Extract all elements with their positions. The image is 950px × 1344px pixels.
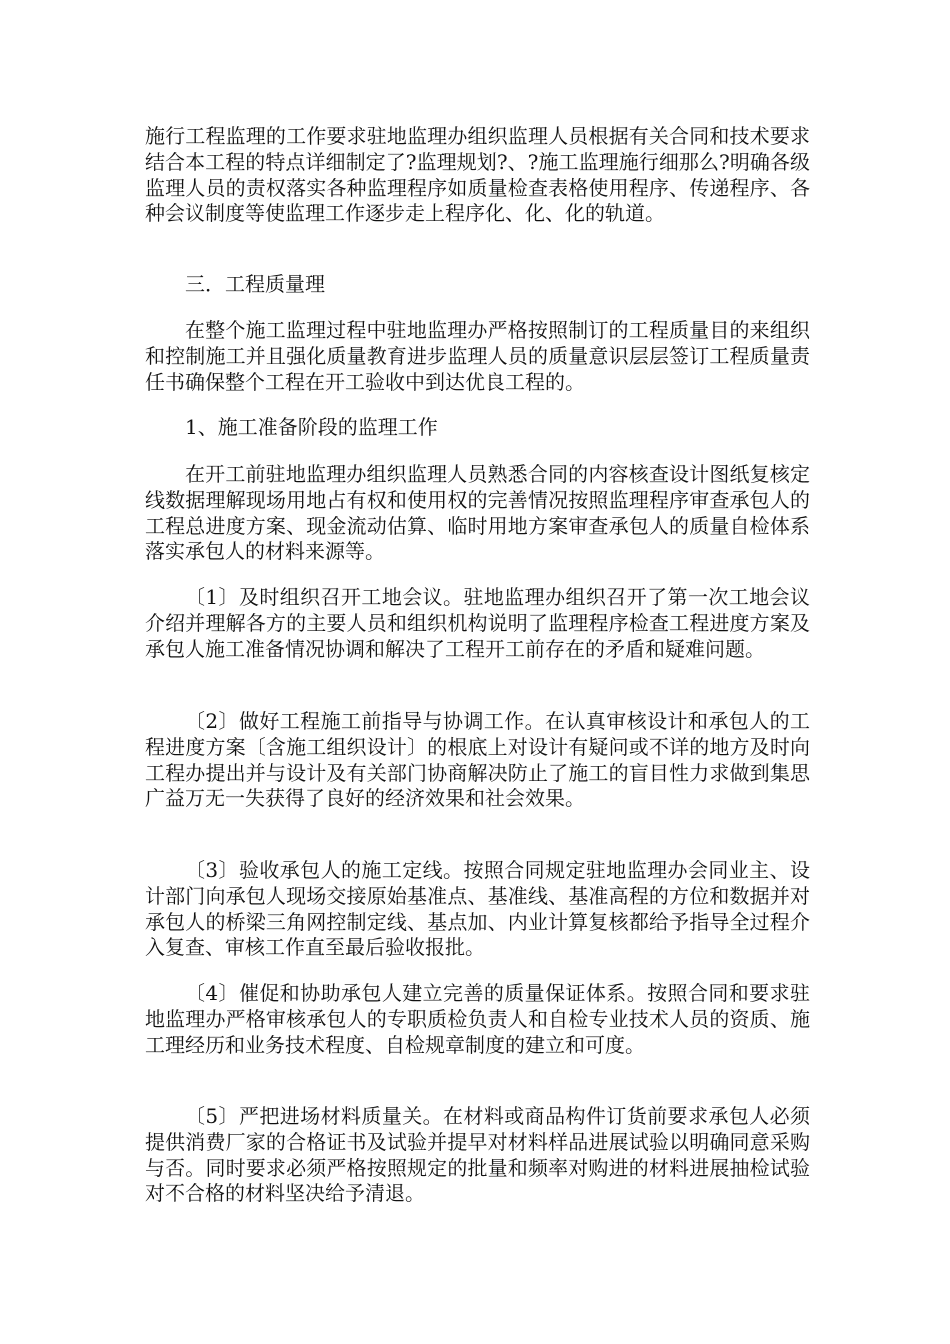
list-item-1: 〔1〕及时组织召开工地会议。驻地监理办组织召开了第一次工地会议介绍并理解各方的主要人员和组织机构说明了监理程序检查工程进度方案及承包人施工准备情况协调和解决了工程开工前存在的矛盾和疑难问题。 bbox=[145, 585, 810, 661]
paragraph-intro: 施行工程监理的工作要求驻地监理办组织监理人员根据有关合同和技术要求结合本工程的特点详细制定了?监理规划?、?施工监理施行细那么?明确各级监理人员的责权落实各种监理程序如质量检查表格使用程序、传递程序、各种会议制度等使监理工作逐步走上程序化、化、化的轨道。 bbox=[145, 124, 810, 226]
list-item-4: 〔4〕催促和协助承包人建立完善的质量保证体系。按照合同和要求驻地监理办严格审核承包人的专职质检负责人和自检专业技术人员的资质、施工理经历和业务技术程度、自检规章制度的建立和可度。 bbox=[145, 981, 810, 1057]
list-item-2: 〔2〕做好工程施工前指导与协调工作。在认真审核设计和承包人的工程进度方案〔含施工组织设计〕的根底上对设计有疑问或不详的地方及时向工程办提出并与设计及有关部门协商解决防止了施工的盲目性力求做到集思广益万无一失获得了良好的经济效果和社会效果。 bbox=[145, 709, 810, 811]
paragraph-quality-management: 在整个施工监理过程中驻地监理办严格按照制订的工程质量目的来组织和控制施工并且强化质量教育进步监理人员的质量意识层层签订工程质量责任书确保整个工程在开工验收中到达优良工程的。 bbox=[145, 318, 810, 394]
section-heading: 三．工程质量理 bbox=[185, 272, 325, 296]
list-item-3: 〔3〕验收承包人的施工定线。按照合同规定驻地监理办会同业主、设计部门向承包人现场交接原始基准点、基准线、基准高程的方位和数据并对承包人的桥梁三角网控制定线、基点加、内业计算复核都给予指导全过程介入复查、审核工作直至最后验收报批。 bbox=[145, 858, 810, 960]
paragraph-preparation: 在开工前驻地监理办组织监理人员熟悉合同的内容核查设计图纸复核定线数据理解现场用地占有权和使用权的完善情况按照监理程序审查承包人的工程总进度方案、现金流动估算、临时用地方案审查承包人的质量自检体系落实承包人的材料来源等。 bbox=[145, 462, 810, 564]
subsection-heading: 1、施工准备阶段的监理工作 bbox=[185, 415, 438, 439]
list-item-5: 〔5〕严把进场材料质量关。在材料或商品构件订货前要求承包人必须提供消费厂家的合格证书及试验并提早对材料样品进展试验以明确同意采购与否。同时要求必须严格按照规定的批量和频率对购进的材料进展抽检试验对不合格的材料坚决给予清退。 bbox=[145, 1104, 810, 1206]
